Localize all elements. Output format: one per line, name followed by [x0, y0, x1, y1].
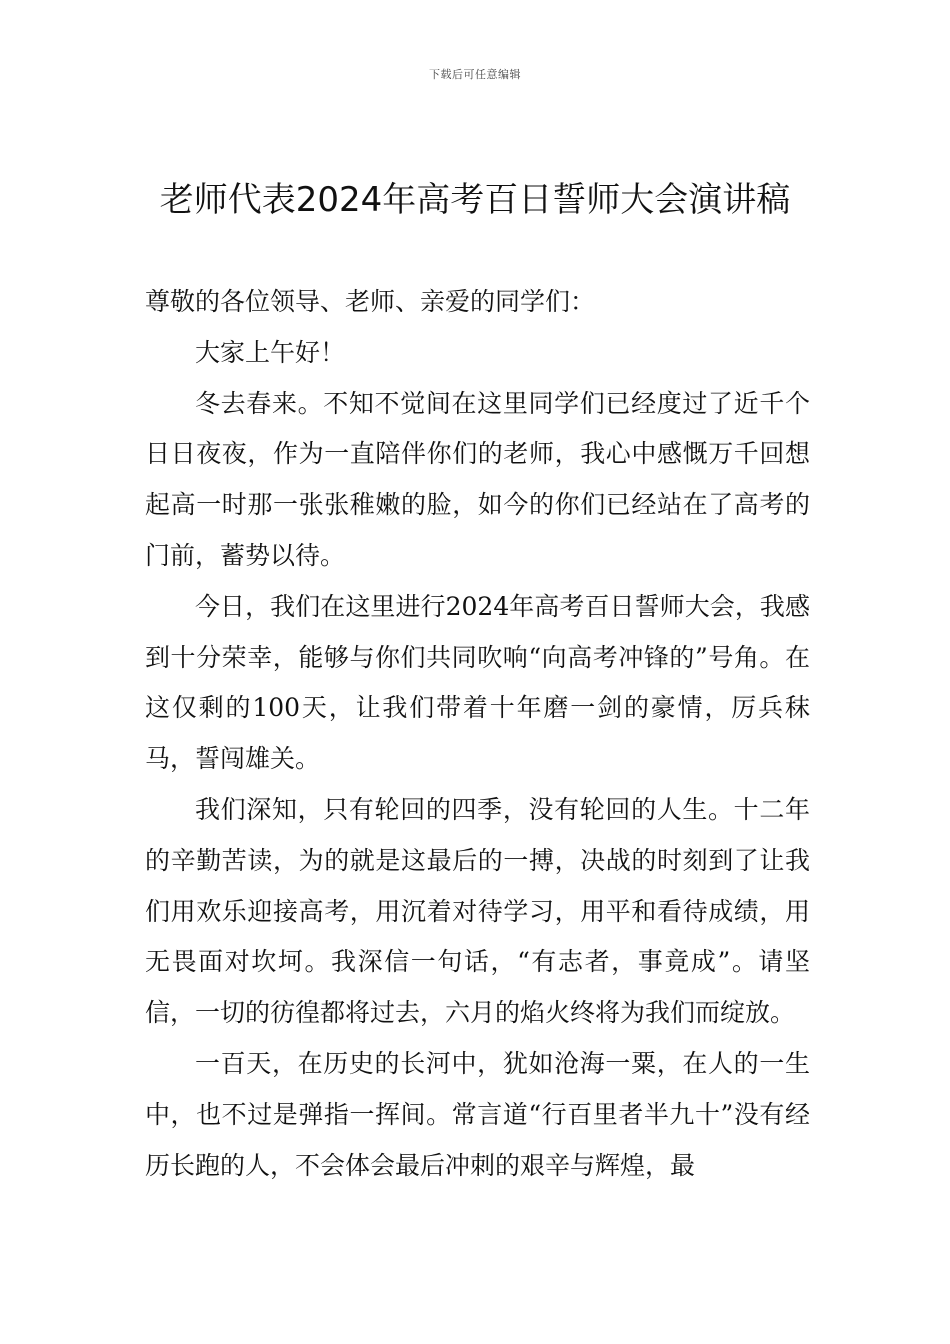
header-note: 下载后可任意编辑: [429, 68, 521, 81]
paragraph: 今日，我们在这里进行2024年高考百日誓师大会，我感到十分荣幸，能够与你们共同吹响“向高考冲锋的”号角。在这仅剩的100天，让我们带着十年磨一剑的豪情，厉兵秣马，誓闯雄关。: [145, 591, 810, 774]
paragraph: 一百天，在历史的长河中，犹如沧海一粟，在人的一生中，也不过是弹指一挥间。常言道“行百里者半九十”没有经历长跑的人，不会体会最后冲刺的艰辛与辉煌，最: [145, 1048, 810, 1180]
paragraph: 我们深知，只有轮回的四季，没有轮回的人生。十二年的辛勤苦读，为的就是这最后的一搏，决战的时刻到了让我们用欢乐迎接高考，用沉着对待学习，用平和看待成绩，用无畏面对坎坷。我深信一句话，“有志者，事竟成”。请坚信，一切的彷徨都将过去，六月的焰火终将为我们而绽放。: [145, 794, 810, 1028]
salutation: 尊敬的各位领导、老师、亲爱的同学们：: [145, 287, 596, 316]
paragraph: 冬去春来。不知不觉间在这里同学们已经度过了近千个日日夜夜，作为一直陪伴你们的老师，我心中感慨万千回想起高一时那一张张稚嫩的脸，如今的你们已经站在了高考的门前，蓄势以待。: [145, 388, 810, 570]
paragraph-greeting: 大家上午好！: [195, 337, 346, 367]
document-title: 老师代表2024年高考百日誓师大会演讲稿: [159, 180, 791, 220]
document-body: [145, 277, 810, 1191]
